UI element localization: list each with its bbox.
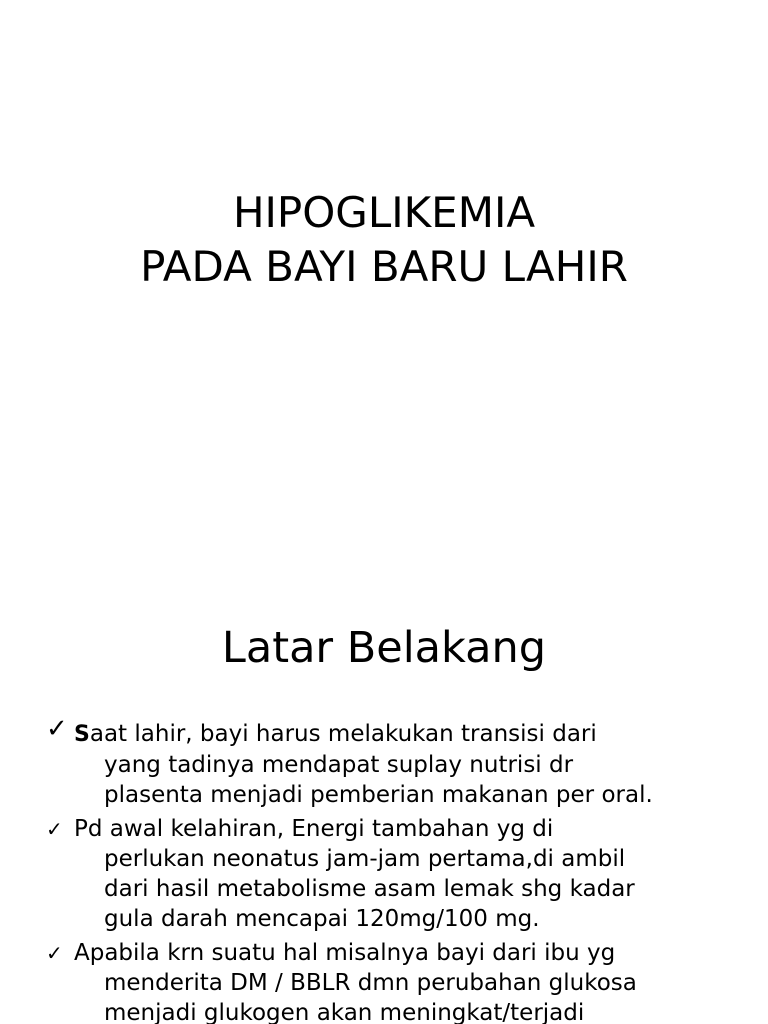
bullet-first-line-text: aat lahir, bayi harus melakukan transisi dari	[89, 721, 597, 747]
bullet-first-letter: S	[74, 722, 90, 747]
bullet-list	[46, 714, 746, 1024]
checkmark-icon: ✓	[46, 817, 63, 841]
bullet-line: perlukan neonatus jam-jam pertama,di ambil	[104, 846, 626, 872]
bullet-line: gula darah mencapai 120mg/100 mg.	[104, 906, 540, 932]
bullet-line: menderita DM / BBLR dmn perubahan glukosa	[104, 970, 637, 996]
bullet-line: plasenta menjadi pemberian makanan per oral.	[104, 782, 653, 808]
bullet-first-line	[74, 719, 746, 750]
content-slide	[0, 576, 768, 1024]
title-line-2: PADA BAYI BARU LAHIR	[140, 242, 628, 291]
bullet-item	[46, 814, 746, 934]
bullet-line: dari hasil metabolisme asam lemak shg kadar	[104, 876, 635, 902]
bullet-item	[46, 714, 746, 810]
title-line-1: HIPOGLIKEMIA	[232, 188, 536, 237]
bullet-line: yang tadinya mendapat suplay nutrisi dr	[104, 752, 574, 778]
slide-heading: Latar Belakang	[221, 623, 547, 673]
bullet-first-line: Apabila krn suatu hal misalnya bayi dari ibu yg	[74, 940, 616, 966]
checkmark-icon: ✓	[46, 941, 63, 965]
bullet-first-line: Pd awal kelahiran, Energi tambahan yg di	[74, 816, 554, 842]
slide-title	[0, 186, 768, 294]
checkmark-icon: ✓	[46, 714, 68, 744]
bullet-item	[46, 938, 746, 1024]
bullet-line: menjadi glukogen akan meningkat/terjadi	[104, 1000, 585, 1024]
